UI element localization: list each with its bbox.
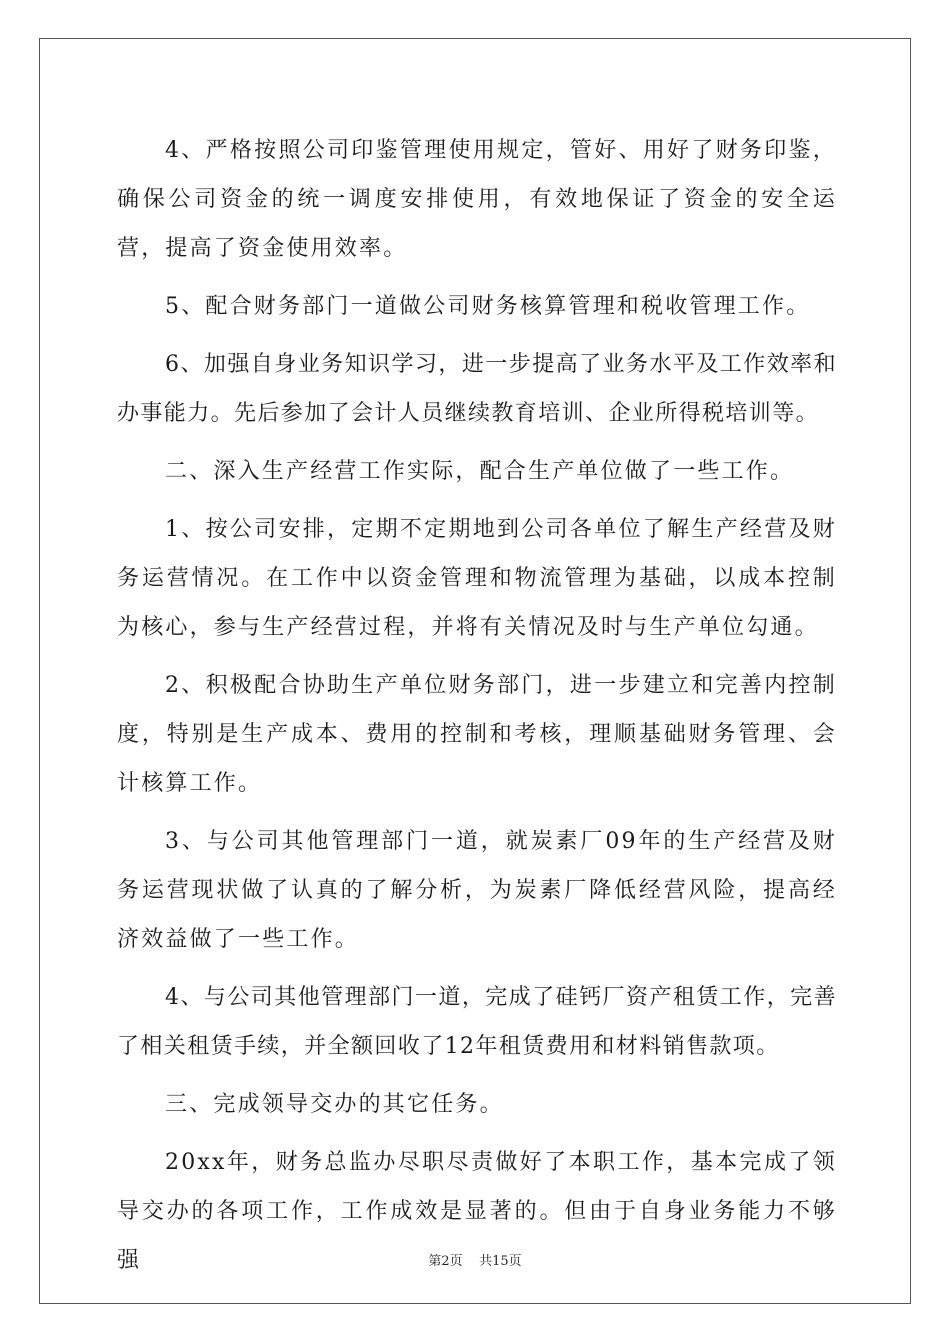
paragraph-seal-management: 4、严格按照公司印鉴管理使用规定，管好、用好了财务印鉴，确保公司资金的统一调度安排使用，有效地保证了资金的安全运营，提高了资金使用效率。 — [117, 138, 837, 261]
section-heading-production: 二、深入生产经营工作实际，配合生产单位做了一些工作。 — [165, 459, 795, 484]
paragraph-internal-control: 2、积极配合协助生产单位财务部门，进一步建立和完善内控制度，特别是生产成本、费用的控制和考核，理顺基础财务管理、会计核算工作。 — [117, 673, 837, 796]
document-body — [117, 126, 837, 1294]
paragraph-unit-visits: 1、按公司安排，定期不定期地到公司各单位了解生产经营及财务运营情况。在工作中以资金管理和物流管理为基础，以成本控制为核心，参与生产经营过程，并将有关情况及时与生产单位勾通。 — [117, 517, 837, 640]
page-footer — [0, 1250, 950, 1269]
page-total: 共15页 — [479, 1254, 522, 1269]
paragraph-self-study: 6、加强自身业务知识学习，进一步提高了业务水平及工作效率和办事能力。先后参加了会计人员继续教育培训、企业所得税培训等。 — [117, 352, 837, 426]
paragraph-lease: 4、与公司其他管理部门一道，完成了硅钙厂资产租赁工作，完善了相关租赁手续，并全额回收了12年租赁费用和材料销售款项。 — [117, 985, 837, 1059]
paragraph-carbon-plant: 3、与公司其他管理部门一道，就炭素厂09年的生产经营及财务运营现状做了认真的了解分析，为炭素厂降低经营风险，提高经济效益做了一些工作。 — [117, 829, 837, 952]
section-heading-other-tasks: 三、完成领导交办的其它任务。 — [165, 1092, 504, 1117]
page-number: 第2页 — [428, 1254, 463, 1269]
paragraph-accounting-tax: 5、配合财务部门一道做公司财务核算管理和税收管理工作。 — [165, 294, 811, 319]
paragraph-summary: 20xx年，财务总监办尽职尽责做好了本职工作，基本完成了领导交办的各项工作，工作成效是显著的。但由于自身业务能力不够强 — [117, 1150, 837, 1273]
